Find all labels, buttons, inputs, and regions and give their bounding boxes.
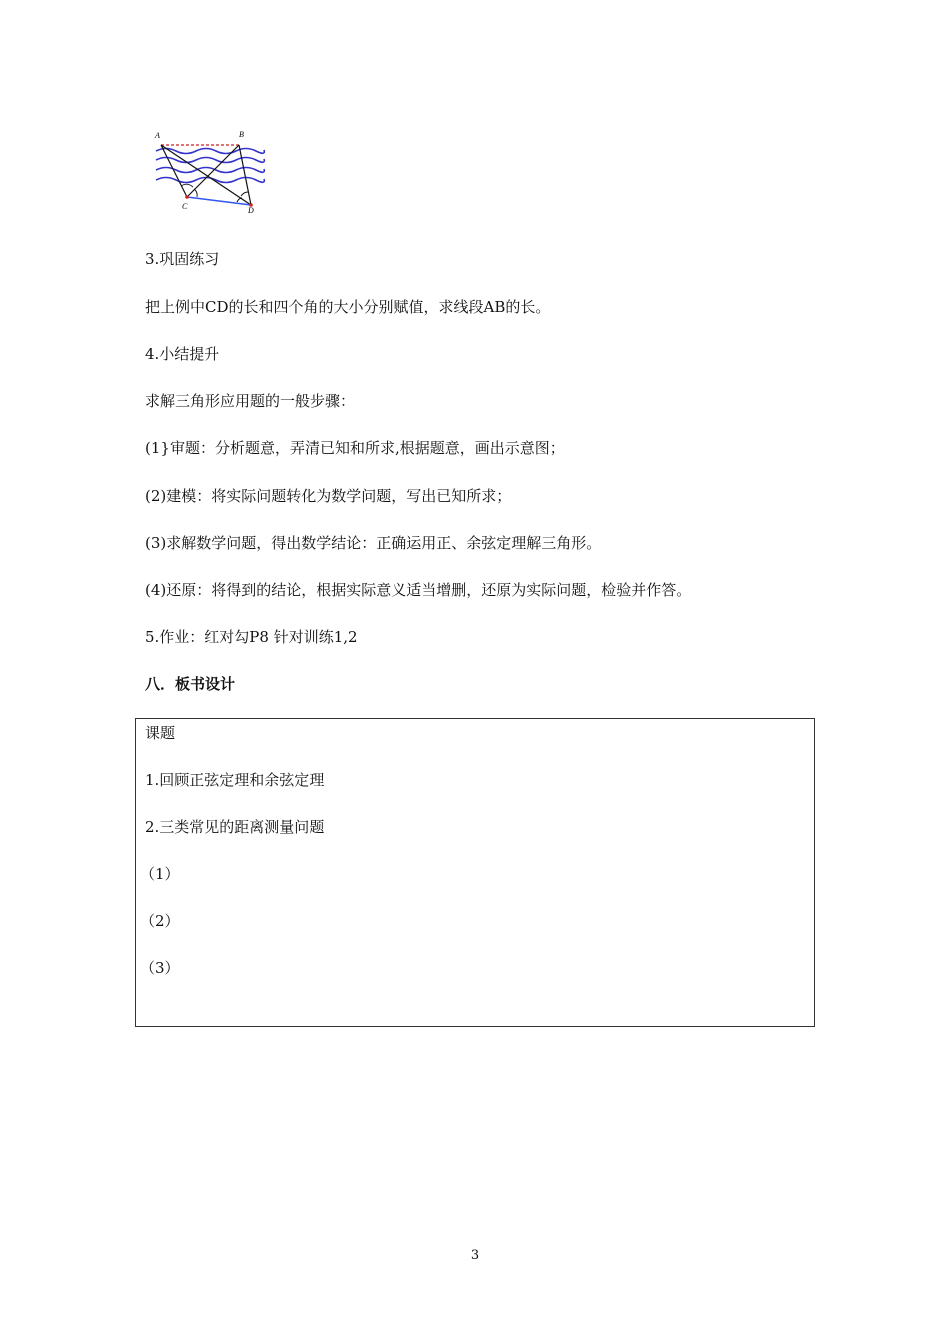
section3-title: 3.巩固练习	[145, 250, 220, 268]
section8-heading: 八．板书设计	[145, 675, 236, 693]
section4-intro: 求解三角形应用题的一般步骤：	[145, 392, 356, 410]
board-item-2: 2.三类常见的距离测量问题	[145, 818, 325, 836]
label-d: D	[248, 206, 254, 215]
section4-title: 4.小结提升	[145, 345, 220, 363]
homework: 5.作业：红对勾P8 针对训练1,2	[145, 628, 358, 646]
step-3: (3)求解数学问题，得出数学结论：正确运用正、余弦定理解三角形。	[145, 534, 602, 552]
point-c-marker	[185, 195, 189, 199]
blackboard-design-box	[135, 718, 815, 1027]
board-item-3: （1）	[140, 865, 180, 883]
label-b: B	[239, 130, 244, 139]
step-2: (2)建模：将实际问题转化为数学问题，写出已知所求；	[145, 487, 512, 505]
board-title: 课题	[145, 724, 176, 742]
step-4: (4)还原：将得到的结论，根据实际意义适当增删，还原为实际问题，检验并作答。	[145, 581, 692, 599]
section3-text: 把上例中CD的长和四个角的大小分别赋值，求线段AB的长。	[145, 298, 551, 316]
page-number: 3	[470, 1248, 480, 1263]
river-distance-figure	[150, 126, 268, 216]
board-item-5: （3）	[140, 959, 180, 977]
board-item-1: 1.回顾正弦定理和余弦定理	[145, 771, 325, 789]
label-c: C	[182, 202, 188, 211]
triangle-lines	[161, 145, 251, 205]
step-1: (1}审题：分析题意，弄清已知和所求,根据题意，画出示意图；	[145, 439, 565, 457]
label-a: A	[155, 131, 160, 140]
board-item-4: （2）	[140, 912, 180, 930]
